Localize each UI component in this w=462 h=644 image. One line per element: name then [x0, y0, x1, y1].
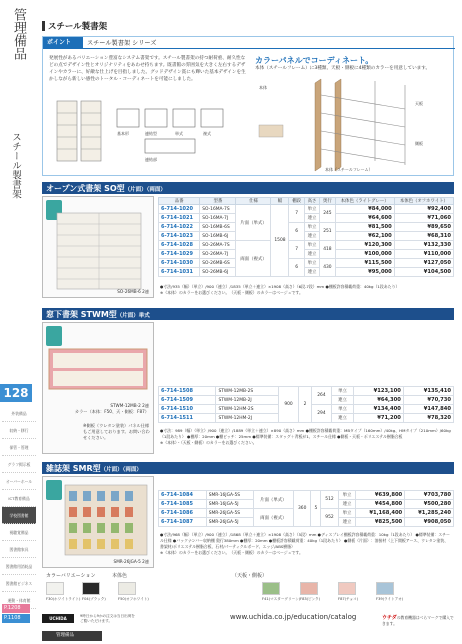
- page-header: [42, 20, 342, 34]
- point-tag: ポイント: [43, 37, 83, 48]
- model: SO-26MB-6S: [200, 259, 236, 268]
- uchida-logo: UCHIDA: [42, 614, 74, 623]
- width: 900: [278, 387, 299, 423]
- color-swatch-label: F39(ライトアオ): [376, 597, 404, 601]
- shelves: 7: [289, 241, 304, 259]
- nav-item[interactable]: 図書館ビジネス: [2, 575, 36, 592]
- smr-price-table: [158, 490, 454, 527]
- price: ¥1,285,240: [405, 509, 454, 518]
- product-caption: STWM-12MB-2 2連: [110, 403, 149, 408]
- depth: 245: [320, 205, 335, 223]
- page-title: スチール製書架: [48, 22, 108, 32]
- shelves: 2: [299, 387, 311, 423]
- price: ¥908,050: [405, 518, 454, 527]
- price: ¥500,280: [405, 500, 454, 509]
- color-swatch[interactable]: [118, 582, 136, 595]
- bottom-tab[interactable]: 管理備品: [42, 631, 102, 641]
- table-row: [159, 387, 454, 396]
- col-header: 本体色（オフホワイト）: [394, 198, 453, 205]
- divider: [43, 48, 455, 49]
- product-image-smr: [42, 476, 154, 568]
- model: STWM-12MB-2J: [216, 396, 278, 405]
- product-code[interactable]: 6-714-1022: [159, 223, 200, 232]
- col-header: 幅: [271, 198, 289, 205]
- col-header: 品番: [159, 198, 200, 205]
- nav-item[interactable]: 運動・体育館: [2, 592, 36, 609]
- layout-diagram: [115, 105, 255, 171]
- panel-subtitle: 本体（スチールフレーム）に3種類、天板・側板に4種類のカラーを用意しています。: [255, 66, 431, 71]
- page-number: 128: [0, 384, 32, 402]
- price: ¥68,310: [394, 232, 453, 241]
- color-swatch[interactable]: [338, 582, 356, 595]
- price: ¥115,500: [335, 259, 394, 268]
- color-swatch[interactable]: [82, 582, 100, 595]
- left-rail: [0, 0, 38, 644]
- depth: 430: [320, 259, 335, 277]
- diagram-label: 基本形: [117, 131, 129, 136]
- table-row: [159, 259, 454, 268]
- price: ¥454,800: [356, 500, 405, 509]
- kind: 連立: [338, 500, 356, 509]
- color-swatch[interactable]: [376, 582, 394, 595]
- spec: 片面（単式）: [253, 491, 293, 509]
- product-code[interactable]: 6-714-1030: [159, 259, 200, 268]
- section-title: 雑誌架 SMR型: [46, 464, 101, 473]
- price: ¥147,840: [403, 405, 453, 414]
- color-swatch-label: F30(ホワイトライト): [46, 597, 81, 601]
- diagram-label: 天板: [415, 101, 423, 106]
- color-panel-illustration: [255, 75, 451, 173]
- col-header: 本体色（ライトグレー）: [335, 198, 394, 205]
- product-color-caption: カラー（本体：F50、天・側板：F87）: [74, 409, 149, 414]
- brand-name: ウチダ: [382, 615, 397, 621]
- table-row: [159, 250, 454, 259]
- footer-text: 9時日から9かの注文は当日出荷を ご覧いただけます。: [80, 614, 135, 623]
- product-code[interactable]: 6-714-1031: [159, 268, 200, 277]
- price: ¥89,650: [394, 223, 453, 232]
- diagram-label: 本体（スチールフレーム）: [325, 167, 373, 172]
- spec: 両面（複式）: [236, 241, 271, 277]
- model: SO-26MA-7S: [200, 241, 236, 250]
- price: ¥64,300: [353, 396, 403, 405]
- price: ¥825,500: [356, 518, 405, 527]
- product-caption: SO-26MB-6 2連: [117, 289, 149, 294]
- col-header: 仕様: [236, 198, 271, 205]
- kind: 連立: [304, 214, 319, 223]
- point-description: 発展性があるバリエーション豊富なシステム書架です。スチール製書架の持つ耐荷重、耐久性などの点でデザイン性とオリジナリティをあわせ持ちます。既書館の雰囲気を大きく左右するデザインやカラーに、好敵な仕上げを目指しました。グッドデザイン賞にも輝いた基本デザインを生かしながら新しい感性のトータル・コーディネートを可能にしました。: [49, 56, 246, 82]
- color-swatch-label: F04(ブラック): [82, 597, 106, 601]
- nav-item[interactable]: オーバーホール: [2, 473, 36, 490]
- kind: 連立: [332, 414, 353, 423]
- price: ¥84,000: [335, 205, 394, 214]
- product-note: ※側板（ウレタン塗装）パネル仕様もご用意しております。お問い合わせください。: [83, 423, 150, 440]
- color-swatch-label: F50(オフホワイト): [118, 597, 149, 601]
- section-header-stwm: [42, 308, 454, 320]
- depth: 952: [321, 509, 338, 527]
- price: ¥100,000: [335, 250, 394, 259]
- model: SO-26MB-6J: [200, 268, 236, 277]
- color-variation: [42, 572, 454, 606]
- spec: 両面（複式）: [253, 509, 293, 527]
- price: ¥1,168,400: [356, 509, 405, 518]
- catalog-url-link[interactable]: www.uchida.co.jp/education/catalog: [230, 613, 357, 621]
- product-code[interactable]: 6-714-1509: [159, 396, 216, 405]
- model: SO-16MA-7J: [200, 214, 236, 223]
- price: ¥71,060: [394, 214, 453, 223]
- kind: 単立: [304, 241, 319, 250]
- col-header: 型番: [200, 198, 236, 205]
- color-swatch[interactable]: [46, 582, 64, 595]
- diagram-label: 本体: [259, 85, 267, 90]
- nav-item[interactable]: グラフ掲示板: [2, 456, 36, 473]
- page-ref-blue[interactable]: P.1108: [2, 614, 30, 623]
- product-code[interactable]: 6-714-1086: [159, 509, 207, 518]
- price: ¥123,100: [353, 387, 403, 396]
- product-code[interactable]: 6-714-1511: [159, 414, 216, 423]
- kind: 単立: [304, 205, 319, 214]
- table-row: [159, 214, 454, 223]
- diagram-label: 側板: [415, 141, 423, 146]
- product-code[interactable]: 6-714-1020: [159, 205, 200, 214]
- price: ¥81,500: [335, 223, 394, 232]
- so-price-table: [158, 197, 454, 277]
- kind: 単立: [338, 509, 356, 518]
- color-swatch-label: F41(マスターグリーン): [262, 597, 301, 601]
- table-row: [159, 241, 454, 250]
- product-code[interactable]: 6-714-1510: [159, 405, 216, 414]
- table-row: [159, 491, 454, 500]
- shelves: 5: [311, 491, 321, 527]
- nav-item[interactable]: 視聴覚備品: [2, 524, 36, 541]
- color-swatch[interactable]: [300, 582, 318, 595]
- model: STWM-12HM-2S: [216, 405, 278, 414]
- category-nav: [2, 405, 36, 609]
- stwm-notes: ●寸法：989（幅）（単立）/900（連立）/1889（単立＋連立）×890（高さ）mm ●棚板許容積載荷重：MBタイプ（160mm）/40kg、HMタイプ（210mm）/60kg（1段あたり） ●棚厚：20mm ●棚ピッチ：25mm ●標準装備：スタッグ＋背板が1、スチール仕様 ●側板・天板・ポリエステル樹脂合板 ※（本体）・（天板・側板）のカラーをお選びください。: [160, 428, 451, 445]
- price: ¥639,800: [356, 491, 405, 500]
- col-header: 棚段: [289, 198, 304, 205]
- depth: 251: [320, 223, 335, 241]
- nav-item[interactable]: 外装備品: [2, 405, 36, 422]
- model: STWM-12MB-2S: [216, 387, 278, 396]
- depth: 418: [320, 241, 335, 259]
- kind: 連立: [304, 232, 319, 241]
- section-title: オープン式書架 SO型: [46, 184, 125, 193]
- shelves: 6: [289, 259, 304, 277]
- depth: 512: [321, 491, 338, 509]
- product-code[interactable]: 6-714-1508: [159, 387, 216, 396]
- diagram-label: 複式: [203, 131, 211, 136]
- model: SMR-16JGA-5J: [206, 500, 253, 509]
- product-image-so: [42, 196, 154, 298]
- price: ¥134,400: [353, 405, 403, 414]
- diagram-label: 連結部: [145, 157, 157, 162]
- color-swatch[interactable]: [262, 582, 280, 595]
- shelves: 7: [289, 205, 304, 223]
- table-row: [159, 223, 454, 232]
- model: SMR-26JGA-5S: [206, 509, 253, 518]
- nav-item[interactable]: 図書館用消耗品: [2, 558, 36, 575]
- nav-item[interactable]: ICT教育備品: [2, 490, 36, 507]
- brand-text: の教育機器はべらマークで購入できます。: [382, 615, 454, 626]
- point-series: スチール製書架 シリーズ: [87, 40, 157, 47]
- product-code[interactable]: 6-714-1085: [159, 500, 207, 509]
- price: ¥703,780: [405, 491, 454, 500]
- header-bar: [42, 21, 45, 31]
- model: STWM-12HM-2J: [216, 414, 278, 423]
- product-image-stwm: [42, 322, 154, 454]
- so-notes: ●寸法/935（幅）（単立）/900（連立）/1835（単立＋連立）×1908（高さ）（6段-7段）mm ●棚板許容積載荷重：40kg（1段あたり） ※（本体）のカラーをお選びください。（天板・側板）のカラーはベージュです。: [160, 284, 400, 295]
- magazine-rack-picture: [43, 481, 153, 561]
- panel-title: カラーパネルでコーディネート。: [255, 56, 374, 65]
- kind: 単立: [304, 259, 319, 268]
- col-header: 奥行: [320, 198, 335, 205]
- model: SMR-16JGA-5S: [206, 491, 253, 500]
- kind: 連立: [304, 268, 319, 277]
- section-suffix: （片面）単式: [116, 313, 150, 319]
- price: ¥135,410: [403, 387, 453, 396]
- section-header-so: [42, 182, 454, 194]
- kind: 単立: [332, 387, 353, 396]
- brand-note: [382, 614, 454, 627]
- model: SO-16MB-6S: [200, 223, 236, 232]
- product-caption: SMR-26JGA-5 2連: [113, 559, 149, 564]
- color-variation-note: （天板・側板）: [232, 573, 268, 579]
- price: ¥95,000: [335, 268, 394, 277]
- price: ¥127,050: [394, 259, 453, 268]
- product-code[interactable]: 6-714-1029: [159, 250, 200, 259]
- depth: 294: [311, 405, 332, 423]
- price: ¥62,100: [335, 232, 394, 241]
- section-suffix: （片面）（両面）: [124, 187, 166, 193]
- width: 1508: [271, 205, 289, 277]
- shelves: 6: [289, 223, 304, 241]
- subcategory-title: スチール製書架: [10, 132, 21, 199]
- table-row: [159, 232, 454, 241]
- price: ¥104,500: [394, 268, 453, 277]
- color-variation-title: カラーバリエーション: [46, 573, 96, 579]
- product-code[interactable]: 6-714-1084: [159, 491, 207, 500]
- kind: 連立: [332, 396, 353, 405]
- smr-notes: ●寸法/968（幅）（単立）/900（連立）/1868（単立＋連立）×1908（高さ）（5段）mm ●ディスプレイ棚板許容積載荷重：10kg（1段あたり） ●標準装備：スチール仕様 ●バックナンバー収納棚 奥行380mm ●棚厚：20mm ●棚板許容積載荷重：40kg（1段あたり） ●側板（片面）：溶接材（上下開板アース、ウレタン塗装、書架材/ポリエステル樹脂合板、石材/パーティクルボード、エッジ/ABS樹脂） ※（本体）のカラーをお選びください。（天板・側板）のカラーはベージュです。: [160, 532, 450, 555]
- kind: 単立: [332, 405, 353, 414]
- price: ¥78,320: [403, 414, 453, 423]
- kind: 単立: [338, 491, 356, 500]
- spec: 片面（単式）: [236, 205, 271, 241]
- nav-item[interactable]: 図書館家具: [2, 541, 36, 558]
- price: ¥120,300: [335, 241, 394, 250]
- nav-item[interactable]: 保管・管理: [2, 439, 36, 456]
- model: SO-16MA-7S: [200, 205, 236, 214]
- color-swatch-label: F83(ピンク): [300, 597, 321, 601]
- page-footer: [42, 612, 454, 626]
- price: ¥132,330: [394, 241, 453, 250]
- price: ¥70,730: [403, 396, 453, 405]
- section-header-smr: [42, 462, 454, 474]
- stwm-price-table: [158, 386, 454, 423]
- diagram-label: 連結型: [145, 131, 157, 136]
- shelf-illustration: [51, 97, 111, 167]
- bookshelf-picture: [43, 341, 153, 397]
- point-box: [42, 36, 454, 176]
- product-code[interactable]: 6-714-1028: [159, 241, 200, 250]
- table-row: [159, 268, 454, 277]
- price: ¥92,400: [394, 205, 453, 214]
- section-suffix: （片面）（両面）: [100, 467, 142, 473]
- color-swatch-label: F87(チョコ): [338, 597, 359, 601]
- product-code[interactable]: 6-714-1021: [159, 214, 200, 223]
- price: ¥110,000: [394, 250, 453, 259]
- col-header: 高さ: [304, 198, 319, 205]
- category-title: 管理備品: [11, 8, 26, 60]
- table-row: [159, 205, 454, 214]
- diagram-label: 単式: [175, 131, 183, 136]
- product-code[interactable]: 6-714-1023: [159, 232, 200, 241]
- page-ref-pink[interactable]: P.1208: [2, 604, 30, 613]
- section-title: 窓下書架 STWM型: [46, 310, 117, 319]
- nav-item-active[interactable]: 学校図書館: [2, 507, 36, 524]
- nav-item[interactable]: 収納・移行: [2, 422, 36, 439]
- model: SO-16MB-6J: [200, 232, 236, 241]
- kind: 連立: [338, 518, 356, 527]
- table-header-row: [159, 198, 454, 205]
- depth: 264: [311, 387, 332, 405]
- kind: 連立: [304, 250, 319, 259]
- model: SO-26MA-7J: [200, 250, 236, 259]
- price: ¥71,200: [353, 414, 403, 423]
- product-code[interactable]: 6-714-1087: [159, 518, 207, 527]
- width: 360: [294, 491, 311, 527]
- kind: 単立: [304, 223, 319, 232]
- color-variation-body-note: 本体色: [112, 573, 128, 579]
- price: ¥64,600: [335, 214, 394, 223]
- bookshelf-picture: [43, 207, 153, 293]
- model: SMR-26JGA-5J: [206, 518, 253, 527]
